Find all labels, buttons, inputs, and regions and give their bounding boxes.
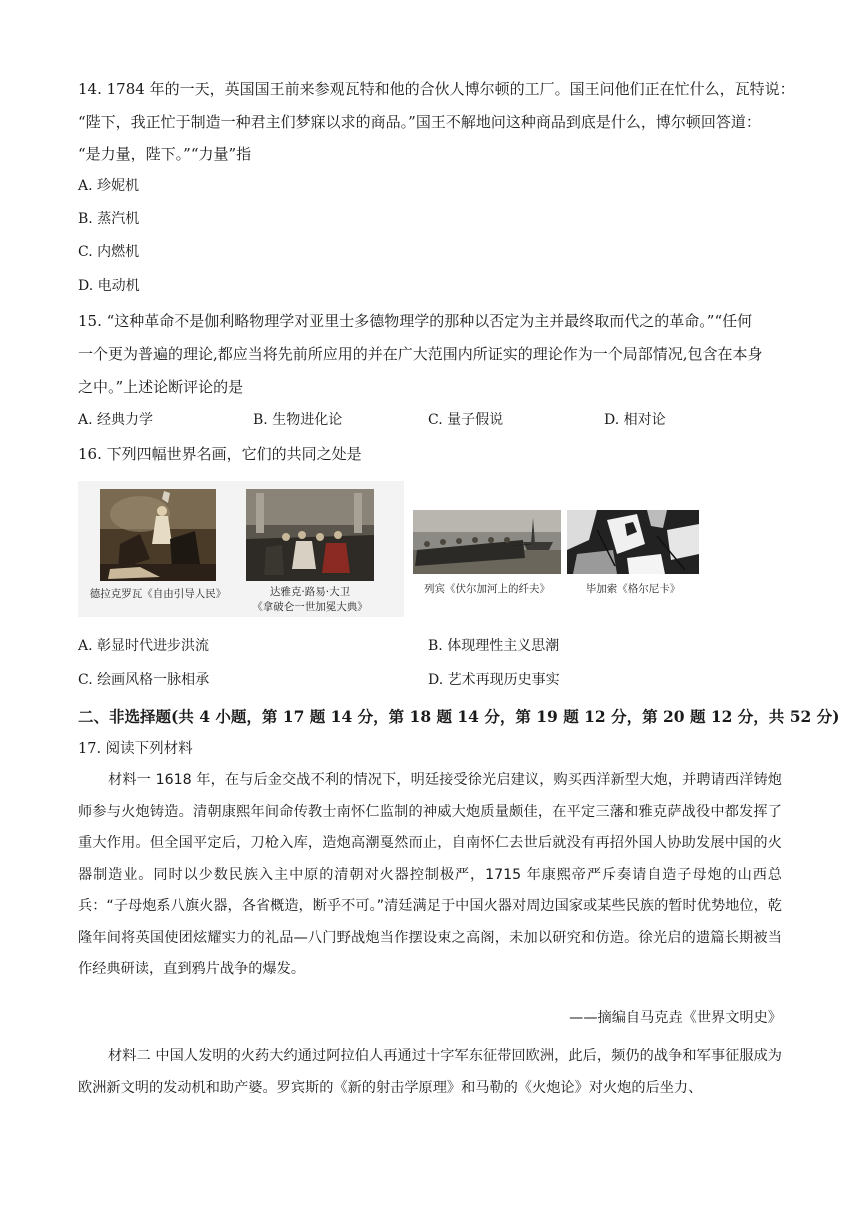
q17-material-2-text: 材料二 中国人发明的火药大约通过阿拉伯人再通过十字军东征带回欧洲，此后，频仍的战争和军事征服成为欧洲新文明的发动机和助产婆。罗宾斯的《新的射击学原理》和马勒的《火炮论》对火炮的后坐力、: [78, 1048, 782, 1096]
q16-option-b: B. 体现理性主义思潮: [428, 638, 560, 654]
q15-option-a: A. 经典力学: [78, 412, 154, 428]
q17-material-2: [78, 1041, 782, 1104]
q14-option-c: C. 内燃机: [78, 244, 140, 260]
q14-stem-line-1: 14. 1784 年的一天，英国国王前来参观瓦特和他的合伙人博尔顿的工厂。国王问他们正在忙什么，瓦特说：: [78, 80, 795, 98]
q17-material-1: [78, 765, 782, 986]
q15-option-d: D. 相对论: [604, 412, 666, 428]
q15-option-b: B. 生物进化论: [253, 412, 343, 428]
painting-4-caption: 毕加索《格尔尼卡》: [585, 583, 681, 595]
q17-material-1-source: ——摘编自马克垚《世界文明史》: [569, 1010, 782, 1026]
section-2-title: 二、非选择题(共 4 小题，第 17 题 14 分，第 18 题 14 分，第 19 题 12 分，第 20 题 12 分，共 52 分): [78, 707, 840, 726]
painting-liberty-leading-the-people: [100, 489, 216, 581]
painting-2-caption-line-2: 《拿破仑一世加冕大典》: [252, 601, 368, 613]
q16-option-c: C. 绘画风格一脉相承: [78, 672, 210, 688]
q15-option-c: C. 量子假说: [428, 412, 504, 428]
q14-option-b: B. 蒸汽机: [78, 211, 140, 227]
q15-stem-line-3: 之中。”上述论断评论的是: [78, 378, 244, 396]
q14-option-a: A. 珍妮机: [78, 178, 140, 194]
painting-1-caption: 德拉克罗瓦《自由引导人民》: [89, 588, 227, 600]
q16-option-a: A. 彰显时代进步洪流: [78, 638, 210, 654]
q14-stem-line-3: “是力量，陛下。”“力量”指: [78, 145, 252, 163]
q17-stem: 17. 阅读下列材料: [78, 741, 193, 757]
painting-barge-haulers-on-the-volga: [413, 510, 561, 574]
q14-stem-line-2: “陛下，我正忙于制造一种君主们梦寐以求的商品。”国王不解地问这种商品到底是什么，博尔顿回答道：: [78, 113, 761, 131]
q16-option-d: D. 艺术再现历史事实: [428, 672, 560, 688]
painting-coronation-of-napoleon: [246, 489, 374, 581]
painting-guernica: [567, 510, 699, 574]
painting-3-caption: 列宾《伏尔加河上的纤夫》: [424, 583, 550, 595]
q17-material-1-text: 材料一 1618 年，在与后金交战不利的情况下，明廷接受徐光启建议，购买西洋新型大炮，并聘请西洋铸炮师参与火炮铸造。清朝康熙年间命传教士南怀仁监制的神威大炮质量颇佳，在平定三藩和雅克萨战役中都发挥了重大作用。但全国平定后，刀枪入库，造炮高潮戛然而止，自南怀仁去世后就没有再招外国人协助发展中国的火器制造业。同时以少数民族入主中原的清朝对火器控制极严，1715 年康熙帝严斥奏请自造子母炮的山西总兵：“子母炮系八旗火器，各省概造，断乎不可。”清廷满足于中国火器对周边国家或某些民族的暂时优势地位，乾隆年间将英国使团炫耀实力的礼品—八门野战炮当作摆设束之高阁，未加以研究和仿造。徐光启的遗篇长期被当作经典研读，直到鸦片战争的爆发。: [78, 772, 782, 977]
q14-option-d: D. 电动机: [78, 278, 140, 294]
q16-stem: 16. 下列四幅世界名画，它们的共同之处是: [78, 445, 362, 463]
painting-2-caption-line-1: 达雅克·路易·大卫: [269, 586, 351, 598]
q15-stem-line-1: 15. “这种革命不是伽利略物理学对亚里士多德物理学的那种以否定为主并最终取而代之的革命。”“任何: [78, 312, 753, 330]
q15-stem-line-2: 一个更为普遍的理论,都应当将先前所应用的并在广大范围内所证实的理论作为一个局部情况,包含在本身: [78, 345, 763, 363]
